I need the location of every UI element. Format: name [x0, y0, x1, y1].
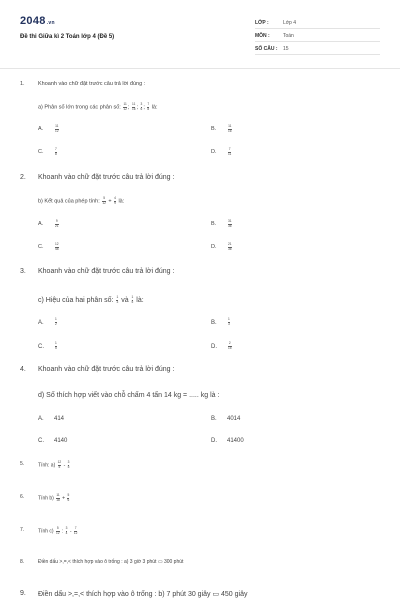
option-label: A. — [38, 416, 44, 422]
fraction-numerator: 21 — [228, 242, 232, 246]
fraction-denominator: 16 — [131, 106, 136, 111]
question-prompt: Khoanh vào chữ đặt trước câu trả lời đúng : — [38, 366, 175, 373]
answer-option[interactable] — [211, 416, 240, 422]
option-label: B. — [211, 416, 217, 422]
answer-option[interactable] — [38, 318, 58, 326]
meta-subject — [255, 30, 380, 42]
fraction-denominator: 18 — [56, 497, 60, 502]
question-number: 9. — [20, 590, 26, 597]
answer-option[interactable] — [38, 220, 60, 228]
fraction-numerator: 7 — [74, 526, 77, 530]
question-number: 4. — [20, 366, 26, 373]
meta-key: LỚP : — [255, 20, 269, 26]
prompt-text: Điền dấu >,=,< thích hợp vào ô trống : a) 3 giờ 3 phút ▭ 300 phút — [38, 559, 184, 565]
answer-option[interactable] — [211, 342, 233, 350]
fraction — [68, 461, 70, 469]
fraction — [123, 103, 127, 111]
fraction — [55, 125, 59, 133]
sub-text: d) Số thích hợp viết vào chỗ chấm 4 tấn 14 kg = ..... kg là : — [38, 392, 220, 399]
fraction-denominator: 3 — [228, 321, 230, 326]
sub-end: là: — [118, 198, 125, 205]
fraction-denominator: 2 — [55, 321, 57, 326]
question-prompt — [38, 590, 247, 598]
fraction-numerator: 1 — [116, 295, 119, 299]
fraction-denominator: 36 — [228, 223, 232, 228]
answer-option[interactable] — [211, 318, 231, 326]
fraction — [55, 318, 57, 326]
meta-value: 15 — [283, 46, 289, 52]
fraction-numerator: 12 — [57, 460, 62, 464]
fraction-numerator: 9 — [55, 219, 58, 223]
question-block — [20, 268, 380, 280]
option-label: A. — [38, 319, 44, 326]
sub-text: b) Kết quả của phép tính: — [38, 198, 100, 205]
option-value: 414 — [54, 416, 65, 422]
meta-class — [255, 17, 380, 29]
operator: - — [69, 528, 72, 535]
fraction-numerator: 11 — [55, 124, 59, 128]
fraction-denominator: 5 — [55, 345, 57, 350]
fraction-denominator: 8 — [147, 106, 150, 111]
option-label: C. — [38, 438, 44, 444]
question-prompt — [38, 559, 183, 565]
option-label: B. — [211, 126, 217, 133]
prompt-text: Tính: a) — [38, 462, 56, 469]
question-block — [20, 366, 380, 378]
fraction — [132, 296, 134, 304]
fraction — [55, 220, 59, 228]
exam-header — [0, 0, 400, 68]
question-prompt: Khoanh vào chữ đặt trước câu trả lời đúng : — [38, 268, 175, 275]
operator: - — [63, 462, 66, 469]
fraction-numerator: 3 — [65, 526, 68, 530]
fraction — [55, 342, 57, 350]
fraction-numerator: 7 — [55, 147, 57, 151]
question-number: 8. — [20, 559, 25, 565]
answer-option[interactable] — [211, 220, 233, 228]
meta-key: MÔN : — [255, 33, 270, 39]
option-label: D. — [211, 149, 217, 156]
fraction-denominator: 12 — [55, 530, 60, 535]
answer-option[interactable] — [211, 438, 244, 444]
fraction-numerator: 31 — [228, 219, 232, 223]
fraction-numerator: 3 — [67, 460, 70, 464]
fraction-denominator: 16 — [228, 128, 232, 133]
fraction — [141, 103, 143, 111]
fraction-denominator: 9 — [114, 200, 116, 205]
fraction — [66, 527, 68, 535]
fraction-numerator: 5 — [67, 493, 70, 497]
answer-option[interactable] — [38, 416, 64, 422]
question-prompt — [38, 494, 70, 502]
prompt-text: Tính b) — [38, 495, 54, 502]
fraction-denominator: 12 — [55, 128, 59, 133]
fraction — [56, 494, 60, 502]
fraction-numerator: 3 — [140, 102, 143, 106]
fraction — [74, 527, 78, 535]
fraction-denominator: 5 — [131, 299, 134, 304]
fraction-denominator: 5 — [67, 464, 70, 469]
operator: : — [61, 528, 64, 535]
option-label: D. — [211, 438, 217, 444]
fraction-denominator: 12 — [73, 530, 78, 535]
fraction — [102, 197, 106, 205]
option-label: C. — [38, 149, 44, 156]
fraction — [116, 296, 118, 304]
meta-key: SỐ CÂU : — [255, 46, 278, 52]
question-block — [20, 461, 380, 473]
fraction-numerator: 2 — [228, 341, 231, 345]
fraction — [114, 197, 116, 205]
answer-option[interactable] — [38, 243, 60, 251]
fraction-denominator: 48 — [55, 246, 59, 251]
option-value: 41400 — [227, 438, 244, 444]
question-prompt — [38, 527, 78, 535]
fraction-numerator: 11 — [56, 493, 60, 497]
question-sub — [38, 296, 144, 304]
answer-option[interactable] — [38, 125, 60, 133]
fraction — [228, 318, 230, 326]
question-sub: a) Phân số lớn trong các phân số: $\frac{11}{12}$ ; $\frac{11}{16}$ ; $\frac{3}{6}$ ; $\frac{7}{8}$ là: — [38, 102, 158, 111]
answer-option[interactable] — [38, 438, 67, 444]
fraction-denominator: 5 — [58, 464, 61, 469]
question-prompt: Khoanh vào chữ đặt trước câu trả lời đúng : — [38, 81, 146, 87]
fraction — [228, 342, 232, 350]
fraction-denominator: 15 — [228, 345, 232, 350]
question-block — [20, 81, 380, 93]
question-number: 6. — [20, 494, 25, 500]
answer-option[interactable] — [211, 125, 233, 133]
fraction-numerator: 11 — [123, 102, 127, 106]
exam-title: Đề thi Giữa kì 2 Toán lớp 4 (Đề 5) — [20, 34, 115, 40]
fraction — [55, 148, 57, 156]
fraction-numerator: 12 — [55, 242, 59, 246]
answer-option[interactable] — [211, 243, 233, 251]
fraction-denominator: 21 — [55, 223, 59, 228]
question-sub — [38, 392, 219, 399]
fraction — [55, 243, 59, 251]
fraction-numerator: 1 — [228, 317, 230, 321]
option-label: C. — [38, 343, 44, 350]
fraction-denominator: 8 — [55, 151, 57, 156]
sub-end: là: — [151, 104, 158, 111]
option-value: 4014 — [227, 416, 241, 422]
fraction — [228, 243, 232, 251]
sub-text: a) Phân số lớn trong các phân số: — [38, 104, 121, 111]
header-divider — [0, 68, 400, 69]
fraction-denominator: 12 — [123, 106, 127, 111]
fraction-denominator: 3 — [116, 299, 119, 304]
sub-text: c) Hiệu của hai phân số: — [38, 296, 114, 304]
fraction — [228, 125, 232, 133]
question-number: 1. — [20, 81, 25, 87]
fraction-numerator: 4 — [114, 196, 116, 200]
fraction-numerator: 5 — [56, 526, 59, 530]
operator: + — [108, 198, 112, 205]
operator: và — [121, 296, 129, 304]
question-number: 2. — [20, 174, 26, 181]
meta-value: Lớp 4 — [283, 20, 297, 26]
fraction-numerator: 11 — [132, 102, 136, 106]
fraction — [58, 461, 62, 469]
fraction-numerator: 7 — [147, 102, 150, 106]
option-label: D. — [211, 343, 217, 350]
prompt-text: Điền dấu >,=,< thích hợp vào ô trống : b) 7 phút 30 giây ▭ 450 giây — [38, 591, 248, 598]
option-label: B. — [211, 319, 217, 326]
question-sub — [38, 197, 124, 205]
meta-value: Toán — [283, 33, 294, 39]
site-logo[interactable]: 2048.vn — [20, 15, 55, 27]
operator: + — [62, 495, 66, 502]
question-number: 3. — [20, 268, 26, 275]
fraction — [147, 103, 149, 111]
fraction — [56, 527, 60, 535]
question-block — [20, 174, 380, 186]
question-block — [20, 494, 380, 506]
question-block — [20, 559, 380, 571]
fraction — [132, 103, 136, 111]
fraction-numerator: 11 — [228, 124, 232, 128]
fraction-numerator: 1 — [131, 295, 134, 299]
fraction-numerator: 5 — [103, 196, 105, 200]
fraction — [228, 220, 232, 228]
answer-option[interactable] — [211, 148, 232, 156]
question-prompt: Khoanh vào chữ đặt trước câu trả lời đúng : — [38, 174, 175, 181]
question-block — [20, 590, 380, 602]
option-label: C. — [38, 244, 44, 251]
sub-end: là: — [136, 296, 144, 304]
question-block — [20, 527, 380, 539]
fraction-denominator: 11 — [228, 151, 232, 156]
prompt-text: Tính c) — [38, 528, 54, 535]
question-number: 5. — [20, 461, 25, 467]
answer-option[interactable] — [38, 148, 58, 156]
fraction-denominator: 12 — [102, 200, 106, 205]
fraction — [228, 148, 231, 156]
fraction-numerator: 1 — [55, 317, 57, 321]
option-label: D. — [211, 244, 217, 251]
option-label: A. — [38, 221, 44, 228]
question-prompt — [38, 461, 70, 469]
fraction-numerator: 1 — [55, 341, 57, 345]
fraction-numerator: 7 — [228, 147, 231, 151]
fraction-denominator: 6 — [140, 106, 143, 111]
question-number: 7. — [20, 527, 25, 533]
option-label: B. — [211, 221, 217, 228]
option-label: A. — [38, 126, 44, 133]
answer-option[interactable] — [38, 342, 58, 350]
fraction-denominator: 36 — [228, 246, 232, 251]
meta-count — [255, 43, 380, 55]
option-value: 4140 — [54, 438, 68, 444]
fraction-denominator: 6 — [67, 497, 70, 502]
fraction-denominator: 4 — [65, 530, 68, 535]
fraction — [67, 494, 69, 502]
